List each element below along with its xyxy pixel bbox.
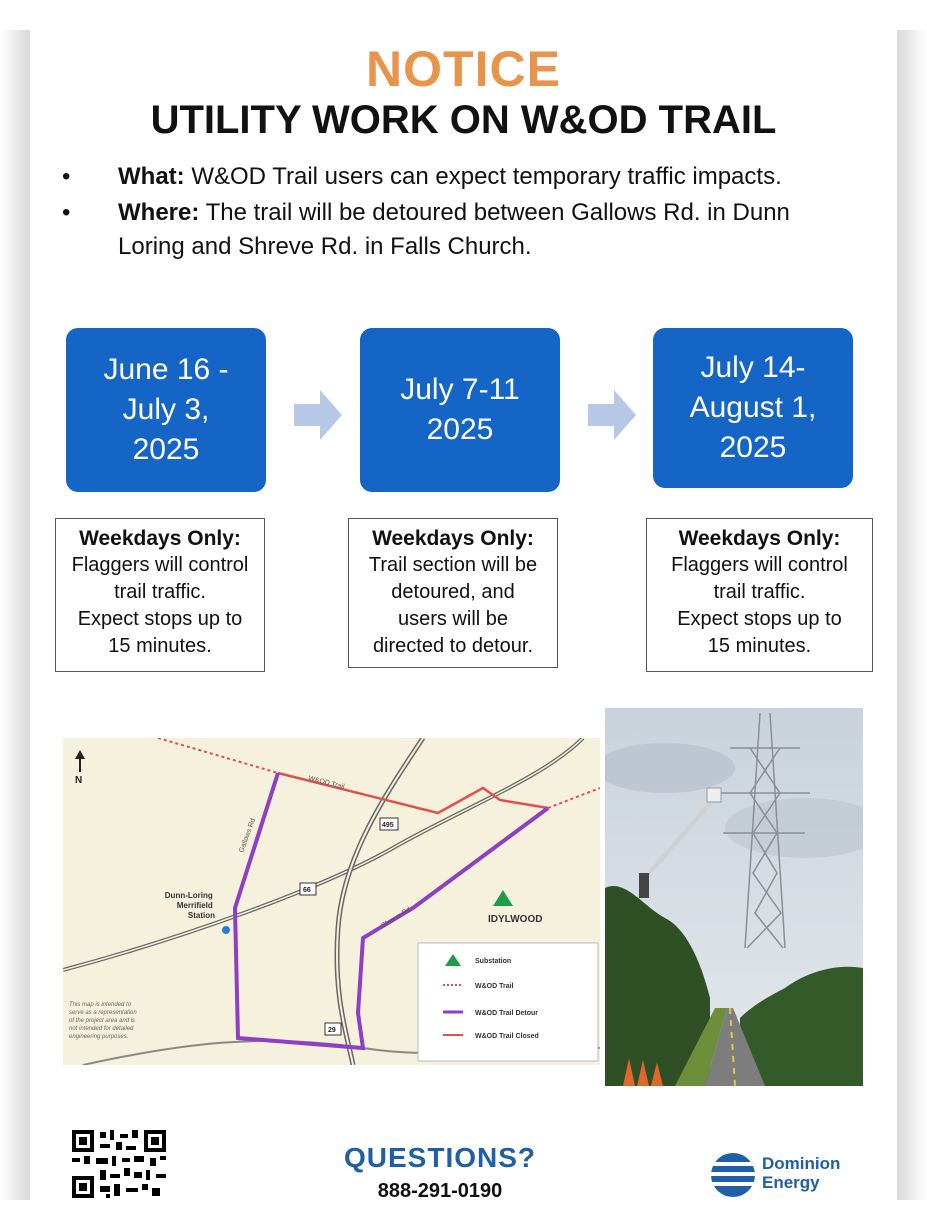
bullet-label: Where: [118, 199, 200, 226]
info-box-heading: Weekdays Only: [678, 527, 841, 550]
logo-text-line: Energy [762, 1173, 820, 1192]
substation-label: IDYLWOOD [488, 914, 543, 925]
bullet-label: What: [118, 163, 185, 190]
legend-label: W&OD Trail Closed [475, 1033, 539, 1040]
info-box-heading: Weekdays Only: [79, 527, 241, 550]
info-box-heading: Weekdays Only: [372, 527, 534, 550]
info-box-line: 15 minutes. [707, 635, 812, 657]
phase-arrow-icon [588, 390, 636, 440]
phase-2-info-box [348, 518, 558, 668]
info-box-line: Expect stops up to [77, 608, 243, 630]
map-disclaimer: This map is intended to serve as a representation of the project area and is not intended for detailed engineering purposes. [69, 1002, 137, 1040]
phase-date-line: June 16 - [103, 353, 229, 386]
dominion-energy-logo [710, 1150, 860, 1200]
legend-label: Substation [475, 958, 512, 965]
phase-1-date-box [66, 328, 266, 492]
route-66-label: 66 [303, 887, 311, 894]
phase-date-line: 2025 [426, 413, 494, 446]
trail-photo [605, 708, 863, 1086]
bullet-dot: • [62, 199, 71, 226]
detour-map [63, 738, 600, 1065]
phase-date-line: July 3, [122, 393, 210, 426]
bullet-what [60, 160, 860, 194]
bullet-where [60, 196, 860, 264]
contact-phone[interactable]: 888-291-0190 [377, 1180, 503, 1202]
info-box-line: 15 minutes. [108, 635, 212, 657]
legend-label: W&OD Trail [475, 983, 514, 990]
route-495-label: 495 [382, 822, 394, 829]
phase-date-line: 2025 [132, 433, 200, 466]
station-label: Dunn-Loring Merrifield Station [164, 891, 215, 920]
notice-heading: NOTICE [366, 41, 561, 97]
phase-date-line: July 14- [700, 351, 806, 384]
phase-3-info-box [646, 518, 873, 672]
logo-text [762, 1154, 840, 1192]
notice-sheet [30, 30, 897, 1200]
info-bullets [60, 160, 860, 266]
info-box-line: Flaggers will control [671, 554, 848, 576]
metro-station-dot [222, 926, 230, 934]
page-shadow-right [897, 30, 927, 1200]
logo-text-line: Dominion [762, 1154, 841, 1173]
phase-2-date-box [360, 328, 560, 492]
questions-heading: QUESTIONS? [343, 1142, 536, 1173]
info-box-line: Expect stops up to [677, 608, 842, 630]
page-title: UTILITY WORK ON W&OD TRAIL [150, 98, 777, 142]
info-box-line: trail traffic. [114, 581, 206, 603]
info-box-line: trail traffic. [713, 581, 806, 603]
phase-date-line: 2025 [719, 431, 787, 464]
info-box-line: users will be [397, 608, 509, 630]
phase-date-line: July 7-11 [400, 373, 520, 406]
info-box-line: Trail section will be [368, 554, 538, 576]
bullet-dot: • [62, 163, 71, 190]
bullet-text: The trail will be detoured between Gallows Rd. in Dunn Loring and Shreve Rd. in Falls Church. [118, 199, 790, 260]
bullet-text: W&OD Trail users can expect temporary traffic impacts. [191, 163, 782, 190]
phase-1-info-box [55, 518, 265, 672]
phase-3-date-box [653, 328, 853, 488]
road-label-shreve: Shreve Rd [380, 906, 413, 930]
route-29-label: 29 [328, 1027, 336, 1034]
road-label-gallows: Gallows Rd [238, 817, 258, 854]
legend-label: W&OD Trail Detour [475, 1010, 539, 1017]
phase-arrow-icon [294, 390, 342, 440]
page-shadow-left [0, 30, 30, 1200]
phase-date-line: August 1, [689, 391, 817, 424]
info-box-line: directed to detour. [372, 635, 534, 657]
info-box-line: Flaggers will control [71, 554, 249, 576]
info-box-line: detoured, and [391, 581, 515, 603]
dominion-energy-logo-icon [710, 1150, 756, 1200]
road-label-trail: W&OD Trail [307, 775, 346, 791]
north-label: N [75, 775, 83, 786]
